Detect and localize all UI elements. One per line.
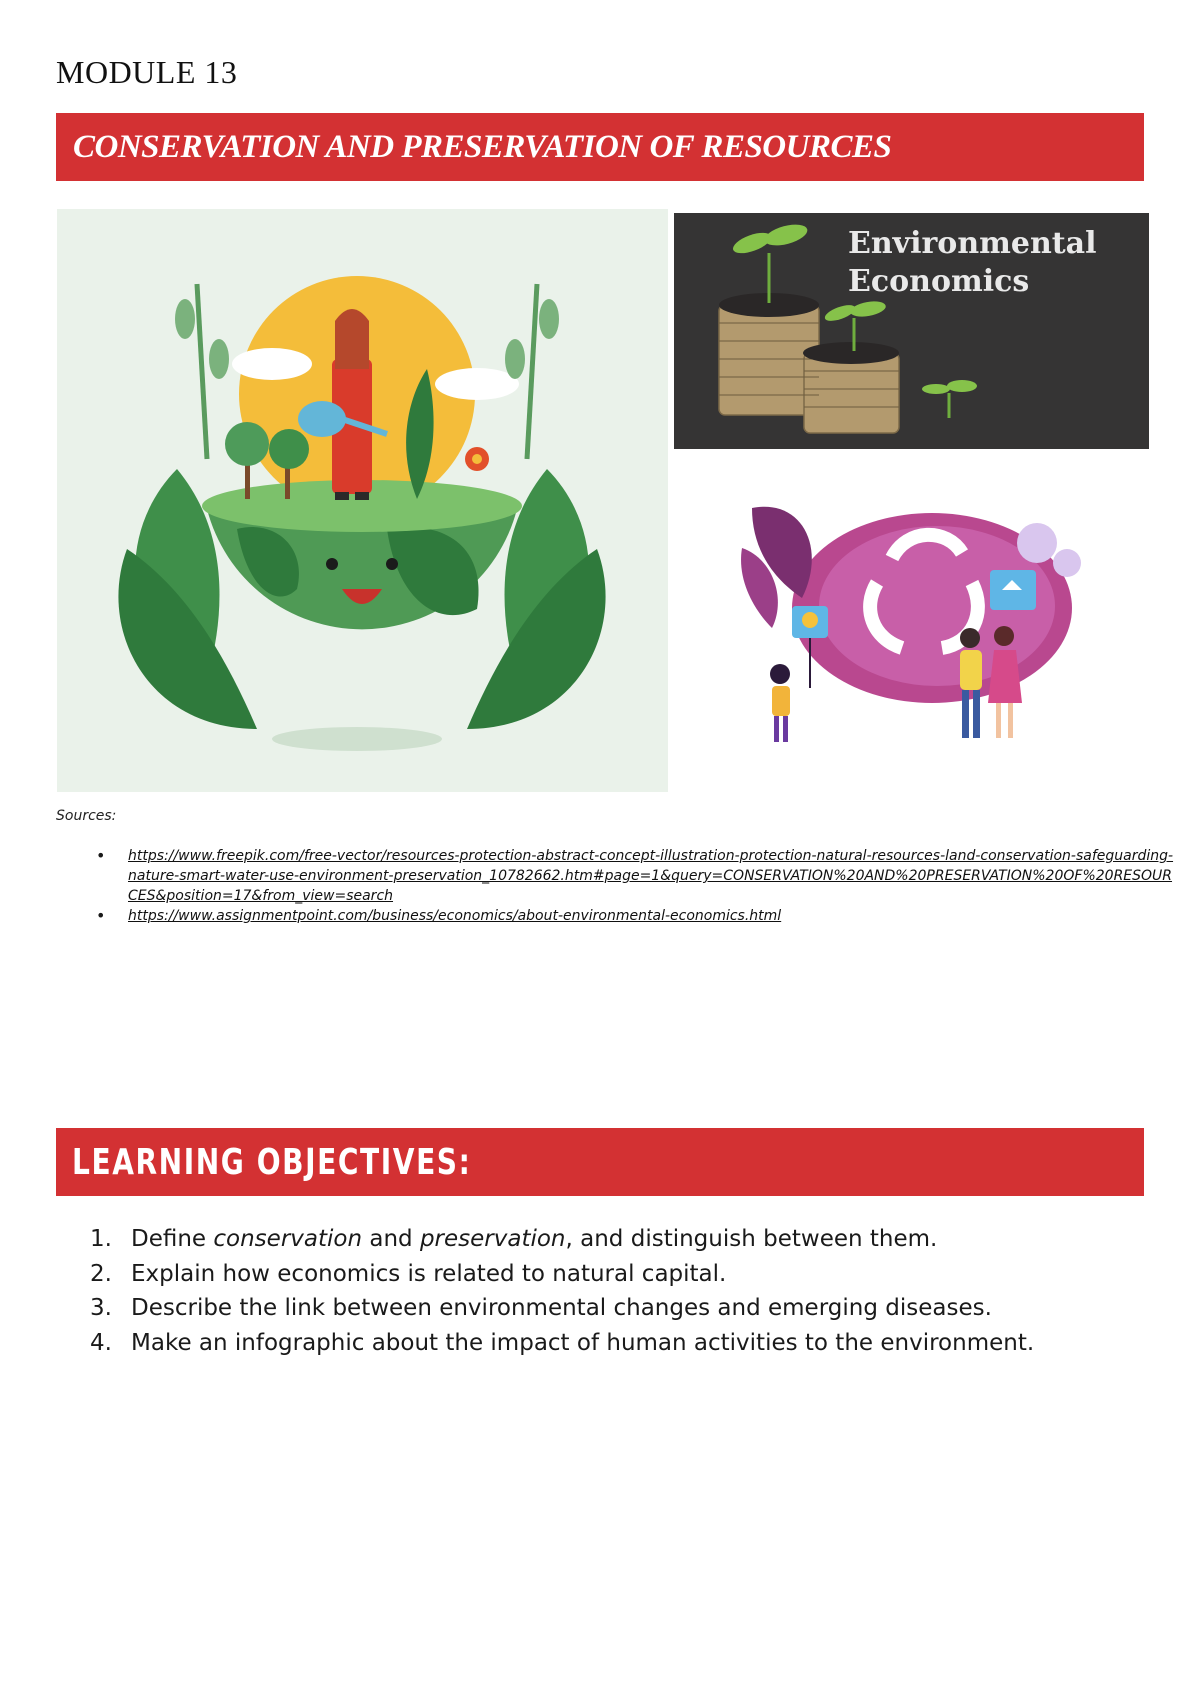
objective-text: Describe the link between environmental changes and emerging diseases. [131,1295,992,1321]
objective-text: Explain how economics is related to natural capital. [131,1260,727,1287]
objective-text: Make an infographic about the impact of human activities to the environment. [131,1329,1035,1356]
term-conservation: conservation [213,1226,363,1252]
objective-number: 2. [90,1260,112,1287]
objective-item [90,1326,1150,1361]
source-item [128,906,1180,926]
objective-number: 3. [90,1295,112,1321]
objective-number: 4. [90,1329,112,1356]
learning-objectives-heading: LEARNING OBJECTIVES: [72,1142,472,1183]
objectives-list [90,1222,1150,1360]
source-item [128,846,1180,906]
objective-text-part: Define [131,1226,214,1252]
objective-text [131,1222,937,1257]
source-link-assignmentpoint[interactable]: https://www.assignmentpoint.com/business/economics/about-environmental-economics.html [128,908,782,924]
learning-objectives-banner [56,1128,1144,1196]
econ-caption-line2: Economics [848,264,1030,299]
objective-number: 1. [90,1226,112,1252]
objective-text-part: and [362,1226,420,1252]
module-label: MODULE 13 [56,54,238,90]
module-title: CONSERVATION AND PRESERVATION OF RESOURCES [73,129,892,165]
objective-text-part: , and distinguish between them. [565,1226,938,1252]
objective-item [90,1257,1150,1292]
objective-item [90,1222,1150,1257]
source-link-freepik[interactable]: https://www.freepik.com/free-vector/resources-protection-abstract-concept-illustration-protection-natural-resources-land-conservation-safeguarding-nature-smart-water-use-environment-preservation_10782662.htm#page=1&query=CONSERVATION%20AND%20PRESERVATION%20OF%20RESOURCES&position=17&from_view=search [128,848,1174,904]
sources-list [96,846,1180,926]
module-title-banner [56,113,1144,181]
recycling-people-illustration [732,488,1092,758]
globe-gardener-illustration [57,209,668,792]
term-preservation: preservation [419,1226,566,1252]
environmental-economics-image [674,213,1149,449]
objective-item [90,1291,1150,1326]
econ-caption-line1: Environmental [848,226,1097,261]
sources-label: Sources: [56,808,117,824]
